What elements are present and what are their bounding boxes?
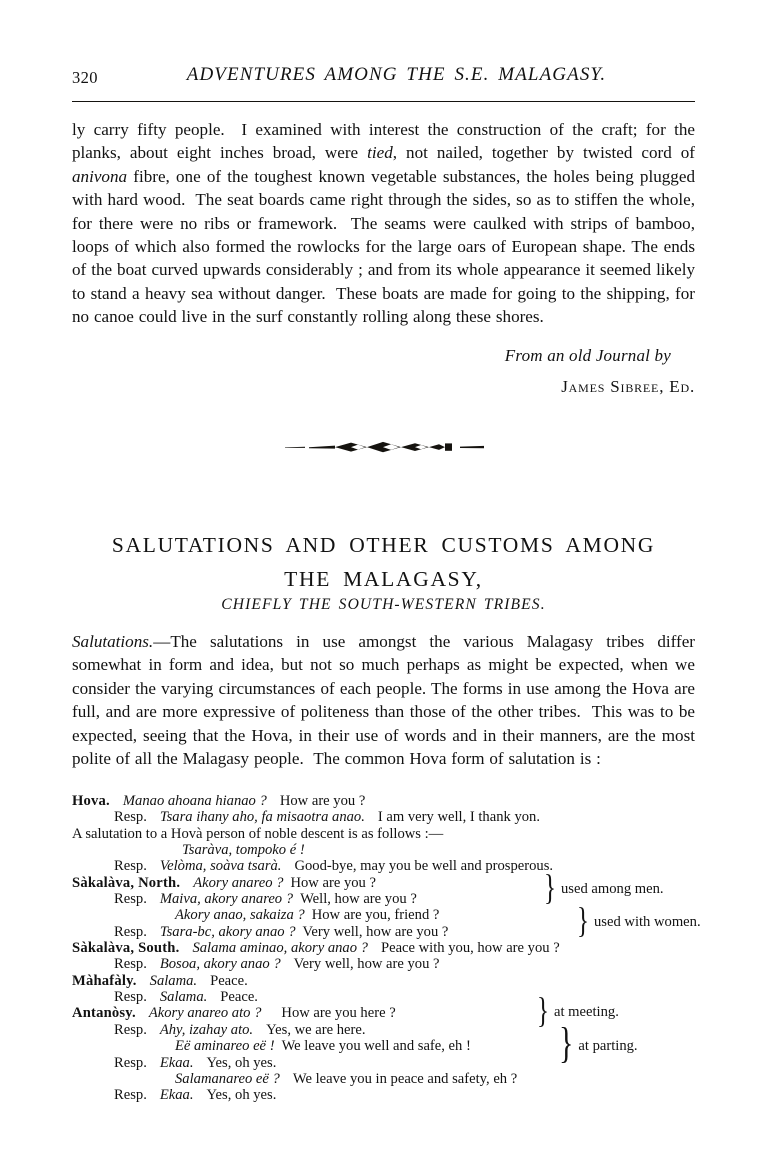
- malagasy-phrase: Velòma, soàva tsarà.: [159, 858, 282, 875]
- tribe-label: Hova.: [72, 793, 110, 809]
- english-translation: How are you, friend ?: [311, 907, 440, 924]
- running-head-title: ADVENTURES AMONG THE S.E. MALAGASY.: [186, 64, 607, 85]
- note-label: at parting.: [578, 1038, 638, 1054]
- note-label: at meeting.: [554, 1004, 619, 1020]
- response-label: Resp.: [114, 1021, 147, 1038]
- malagasy-phrase: Akory anareo ?: [193, 874, 284, 891]
- note-at-meeting: [537, 991, 619, 1031]
- response-label: Resp.: [114, 1087, 147, 1104]
- english-translation: Well, how are you ?: [300, 891, 417, 908]
- note-label: used among men.: [561, 881, 664, 897]
- brace-icon: }: [559, 1019, 574, 1068]
- note-label: used with women.: [594, 914, 701, 930]
- running-head: [72, 64, 695, 90]
- malagasy-phrase: Salama.: [149, 972, 198, 989]
- page-folio-number: 320: [72, 68, 98, 87]
- list-item: [72, 826, 695, 842]
- header-divider-rule: [72, 101, 695, 102]
- response-label: Resp.: [114, 809, 147, 826]
- note-at-parting: [559, 1019, 638, 1068]
- brace-icon: }: [577, 901, 589, 941]
- malagasy-phrase: Tsara ihany aho, fa misaotra anao.: [159, 809, 365, 826]
- brace-icon: }: [537, 991, 549, 1031]
- malagasy-phrase: Akory anareo ato ?: [148, 1005, 262, 1022]
- brace-icon: }: [544, 868, 556, 908]
- malagasy-phrase: Eë aminareo eë !: [175, 1038, 275, 1055]
- note-used-with-women: [577, 901, 701, 941]
- paragraph-salutations-intro: Salutations.—The salutations in use amongst the various Malagasy tribes differ somewhat in form and idea, but not so much perhaps as might be expected, when we consider the varying circumstances of each people. The forms in use among the Hova are full, and are more expressive of politeness than those of the other tribes. This was to be expected, seeing that the Hova, in their use of words and in their manners, are the most polite of all the Malagasy people. The common Hova form of salutation is :: [72, 632, 695, 769]
- tribe-label: Sàkalàva, North.: [72, 874, 181, 891]
- english-translation: Very well, how are you ?: [302, 923, 449, 940]
- response-label: Resp.: [114, 1054, 147, 1071]
- list-item: [72, 793, 695, 809]
- article-body: [72, 118, 695, 329]
- section-title-line-2: THE MALAGASY,: [284, 567, 483, 591]
- list-item: [72, 1055, 695, 1071]
- tribe-label: Antanòsy.: [72, 1005, 136, 1022]
- english-translation: Good-bye, may you be well and prosperous.: [294, 858, 554, 875]
- article-attribution: [72, 346, 695, 397]
- english-translation: How are you ?: [290, 874, 376, 891]
- english-translation: We leave you in peace and safety, eh ?: [292, 1070, 518, 1087]
- tribe-label: Màhafàly.: [72, 972, 137, 989]
- malagasy-phrase: Salamanareo eë ?: [175, 1070, 280, 1087]
- response-label: Resp.: [114, 989, 147, 1006]
- malagasy-phrase: Tsaràva, tompoko é !: [182, 842, 305, 859]
- noble-descent-note: A salutation to a Hovà person of noble descent is as follows :—: [72, 825, 444, 842]
- list-item: [72, 956, 695, 972]
- english-translation: How are you ?: [279, 793, 366, 809]
- list-item: [72, 842, 695, 858]
- english-translation: Peace with you, how are you ?: [380, 940, 560, 957]
- tribe-label: Sàkalàva, South.: [72, 940, 180, 957]
- paragraph-boat-description: ly carry fifty people. I examined with interest the construction of the craft; for the planks, about eight inches broad, were tied, not nailed, together by twisted cord of anivona fibre, one of the toughest known vegetable substances, the holes being plugged with hard wood. The seat boards came right through the sides, so as to stiffen the whole, for there were no ribs or framework. The seams were caulked with strips of bamboo, loops of which also formed the rowlocks for the large oars of European shape. The ends of the boat curved upwards considerably ; and from its whole appearance it seemed likely to stand a heavy sea without danger. These boats are made for going to the shipping, for no canoe could live in the surf constantly rolling along these shores.: [72, 120, 695, 327]
- list-item: [72, 1087, 695, 1103]
- malagasy-phrase: Ekaa.: [159, 1054, 194, 1071]
- list-item: [72, 1022, 695, 1038]
- section-heading: [72, 528, 695, 596]
- section-subtitle: CHIEFLY THE SOUTH-WESTERN TRIBES.: [221, 596, 546, 613]
- response-label: Resp.: [114, 858, 147, 875]
- malagasy-phrase: Akory anao, sakaiza ?: [175, 907, 305, 924]
- response-label: Resp.: [114, 891, 147, 908]
- english-translation: Yes, we are here.: [266, 1021, 366, 1038]
- note-used-among-men: [544, 868, 664, 908]
- malagasy-phrase: Ahy, izahay ato.: [159, 1021, 254, 1038]
- list-item: [72, 973, 695, 989]
- malagasy-phrase: Manao ahoana hianao ?: [122, 793, 267, 809]
- english-translation: Yes, oh yes.: [206, 1054, 277, 1071]
- list-item: [72, 940, 695, 956]
- list-item: [72, 809, 695, 825]
- section-intro: [72, 630, 695, 770]
- english-translation: Peace.: [210, 972, 248, 989]
- english-translation: We leave you well and safe, eh !: [281, 1038, 471, 1055]
- attribution-author: James Sibree, Ed.: [561, 377, 695, 396]
- english-translation: I am very well, I thank yon.: [377, 809, 540, 826]
- response-label: Resp.: [114, 956, 147, 973]
- english-translation: Peace.: [220, 989, 258, 1006]
- list-item: [72, 858, 695, 874]
- english-translation: Yes, oh yes.: [206, 1087, 277, 1104]
- malagasy-phrase: Ekaa.: [159, 1087, 194, 1104]
- english-translation: How are you here ?: [281, 1005, 396, 1022]
- section-title-line-1: SALUTATIONS AND OTHER CUSTOMS AMONG: [111, 533, 656, 557]
- attribution-source: From an old Journal by: [504, 346, 671, 365]
- malagasy-phrase: Maiva, akory anareo ?: [159, 891, 294, 908]
- english-translation: Very well, how are you ?: [293, 956, 440, 973]
- list-item: [72, 1071, 695, 1087]
- malagasy-phrase: Bosoa, akory anao ?: [159, 956, 281, 973]
- salutations-list: [72, 793, 701, 1104]
- response-label: Resp.: [114, 923, 147, 940]
- malagasy-phrase: Salama aminao, akory anao ?: [192, 940, 368, 957]
- malagasy-phrase: Salama.: [159, 989, 208, 1006]
- malagasy-phrase: Tsara-bc, akory anao ?: [159, 923, 296, 940]
- divider-ornament-icon: [0, 436, 767, 462]
